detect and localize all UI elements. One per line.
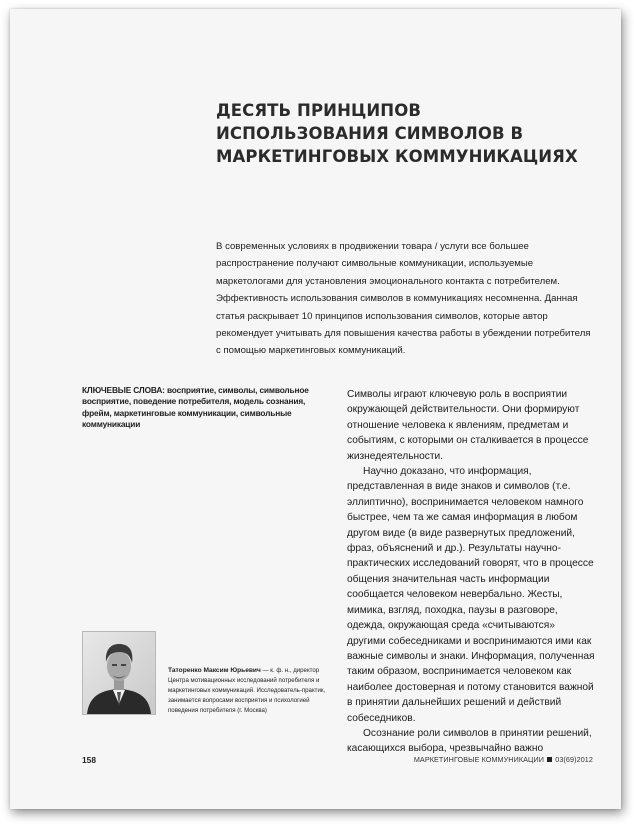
- square-bullet-icon: [547, 757, 552, 762]
- author-name: Таторенко Максим Юрьевич: [168, 667, 261, 674]
- article-lead: В современных условиях в продвижении товара / услуги все большее распространение получают символьные коммуникации, используемые маркетологами для установления эмоционального контакта с потребителем. Эффективность использования символов в коммуникациях несомненна. Данная статья раскрывает 10 принципов использования символов, которые автор рекомендует учитывать для повышения качества работы в убеждении потребителя с помощью маркетинговых коммуникаций.: [216, 241, 591, 357]
- body-paragraph: Осознание роли символов в принятии решений, касающихся выбора, чрезвычайно важно: [347, 727, 592, 755]
- body-paragraph: Научно доказано, что информация, представленная в виде знаков и символов (т.е. эллиптично), воспринимается человеком намного быстрее, чем та же самая информация в любом другом виде (в виде развернутых предложений, фраз, объяснений и др.). Результаты научно-практических исследований говорят, что в процессе общения значительная часть информации сообщается человеком невербально. Жесты, мимика, взгляд, походка, паузы в разговоре, одежда, окружающая среда «считываются» другими собеседниками и воспринимаются ими как важные символы и знаки. Информация, полученная таким образом, воспринимается человеком как наиболее достоверная и потому становится важной в принятии дальнейших решений и действий собеседников.: [347, 466, 595, 724]
- magazine-page: [10, 9, 621, 809]
- article-body: [347, 387, 595, 757]
- keywords-list: восприятие, символы, символьное восприятие, поведение потребителя, модель сознания, фрейм, маркетинговые коммуникации, символьные коммуникации: [82, 385, 309, 430]
- article-title: ДЕСЯТЬ ПРИНЦИПОВ ИСПОЛЬЗОВАНИЯ СИМВОЛОВ В МАРКЕТИНГОВЫХ КОММУНИКАЦИЯХ: [216, 101, 578, 166]
- journal-issue: 03(69)2012: [555, 755, 593, 764]
- keywords-block: [82, 385, 324, 431]
- body-paragraph: Символы играют ключевую роль в восприятии окружающей действительности. Они формируют отношение человека к явлениям, предметам и событиям, с которыми он сталкивается в процессе жизнедеятельности.: [347, 389, 589, 462]
- author-photo: [82, 631, 156, 715]
- page-number: 158: [82, 755, 96, 765]
- author-description: — к. ф. н., директор Центра мотивационных исследований потребителя и маркетинговых коммуникаций. Исследователь-практик, занимается вопросами восприятия и психологией поведения потребителя (г. Москва): [168, 667, 326, 714]
- author-bio: [168, 666, 328, 716]
- author-portrait-icon: [83, 632, 155, 714]
- keywords-label: КЛЮЧЕВЫЕ СЛОВА:: [82, 385, 165, 395]
- journal-footer: [414, 755, 593, 764]
- journal-name: МАРКЕТИНГОВЫЕ КОММУНИКАЦИИ: [413, 755, 544, 764]
